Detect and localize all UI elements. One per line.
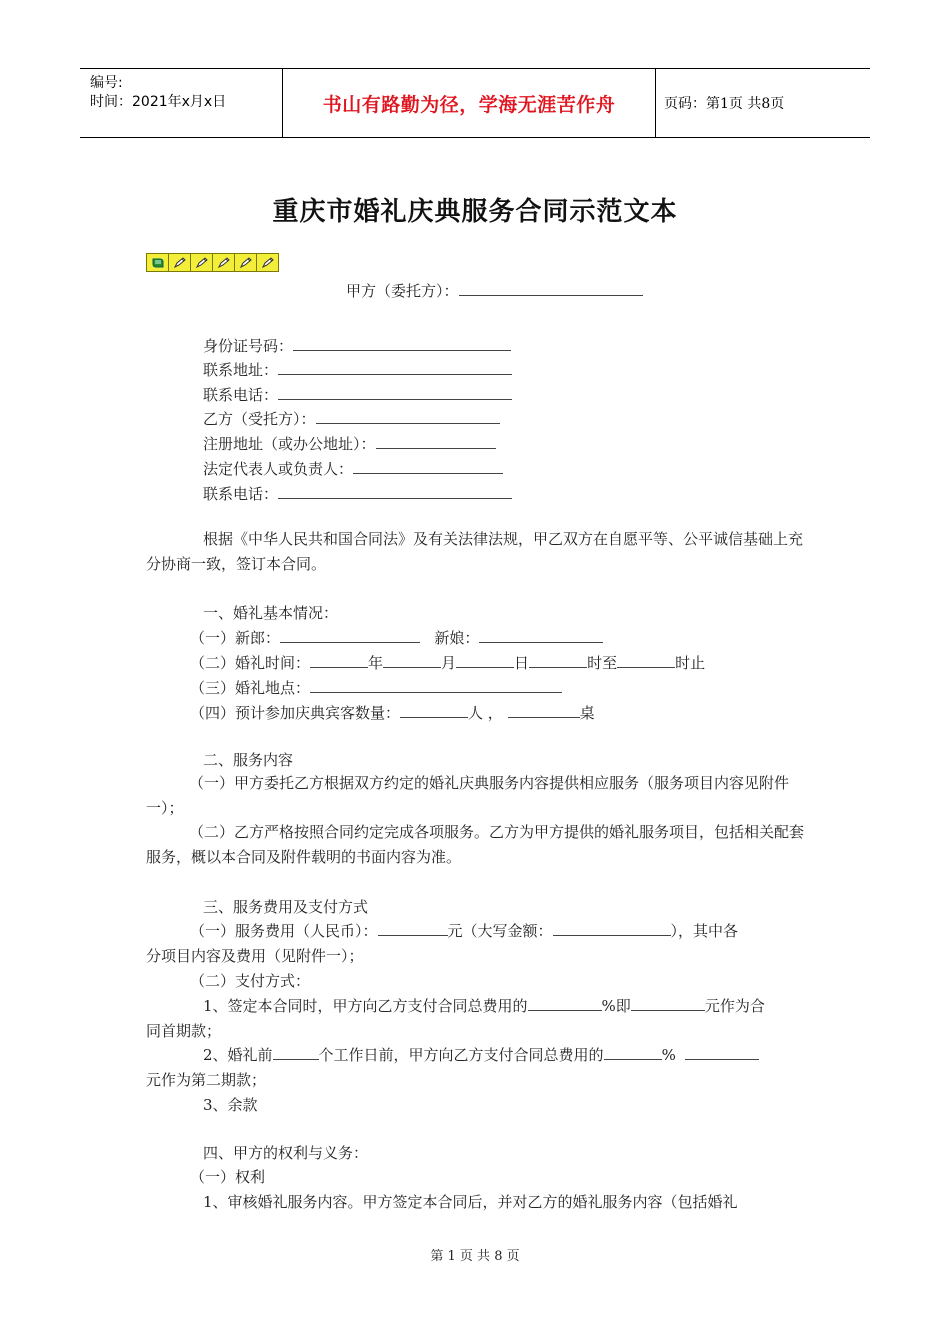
party-b-label: 乙方（受托方）： [203, 410, 316, 428]
year-blank[interactable] [310, 653, 368, 668]
payment-1-tail: 元作为合 [704, 997, 765, 1015]
tables-label: 桌 [579, 704, 595, 722]
icon-strip [146, 253, 278, 272]
phone-line [203, 384, 512, 405]
month-blank[interactable] [383, 653, 441, 668]
section2-heading: 二、服务内容 [203, 751, 294, 769]
party-b-blank[interactable] [316, 409, 500, 424]
phone-label: 联系电话： [203, 386, 279, 404]
pencil-icon[interactable] [190, 253, 213, 272]
reg-address-label: 注册地址（或办公地址）： [203, 435, 376, 453]
payment-method-heading: （二）支付方式： [190, 972, 311, 990]
section2-paragraph-2: （二）乙方严格按照合同约定完成各项服务。乙方为甲方提供的婚礼服务项目，包括相关配套服务，概以本合同及附件载明的书面内容为准。 [146, 823, 805, 866]
address-label: 联系地址： [203, 361, 279, 379]
legal-rep-line [203, 458, 503, 479]
payment-1-amount-blank[interactable] [631, 996, 705, 1011]
rights-item-1: 1、审核婚礼服务内容。甲方签定本合同后，并对乙方的婚礼服务内容（包括婚礼 [203, 1193, 738, 1211]
phone2-blank[interactable] [278, 484, 512, 499]
wedding-place-label: （三）婚礼地点： [190, 679, 311, 697]
reg-address-line [203, 433, 496, 454]
payment-1-percent-label: %即 [601, 997, 631, 1015]
payment-item-1 [203, 995, 765, 1016]
rights-heading: （一）权利 [190, 1168, 266, 1186]
party-a-blank[interactable] [459, 281, 643, 296]
intro-paragraph: 根据《中华人民共和国合同法》及有关法律法规，甲乙双方在自愿平等、公平诚信基础上充分协商一致，签订本合同。 [146, 530, 804, 573]
section3-heading: 三、服务费用及支付方式 [203, 898, 369, 916]
bride-label: 新娘： [434, 629, 480, 647]
party-a-line [346, 280, 643, 301]
payment-2-days-blank[interactable] [273, 1045, 319, 1060]
fee-upper-label: 元（大写金额： [447, 922, 553, 940]
fee-upper-blank[interactable] [553, 921, 671, 936]
groom-bride-line [190, 627, 603, 648]
day-label: 日 [514, 654, 530, 672]
legal-rep-label: 法定代表人或负责人： [203, 460, 354, 478]
section1-heading: 一、婚礼基本情况： [203, 604, 339, 622]
legal-rep-blank[interactable] [353, 459, 503, 474]
id-number-blank[interactable] [293, 336, 511, 351]
header-motto-cell [283, 69, 656, 137]
address-line [203, 359, 512, 380]
payment-1-percent-blank[interactable] [528, 996, 602, 1011]
payment-2-mid: 个工作日前，甲方向乙方支付合同总费用的 [318, 1046, 604, 1064]
id-number-line [203, 335, 511, 356]
hour-from-label: 时至 [587, 654, 618, 672]
pencil-icon[interactable] [168, 253, 191, 272]
groom-blank[interactable] [280, 628, 420, 643]
day-blank[interactable] [456, 653, 514, 668]
fee-label: （一）服务费用（人民币）： [190, 922, 378, 940]
header-meta-cell [80, 69, 283, 137]
hour-to-label: 时止 [675, 654, 706, 672]
pencil-icon[interactable] [256, 253, 279, 272]
payment-item-1-line2: 同首期款； [146, 1022, 222, 1040]
pencil-icon[interactable] [212, 253, 235, 272]
document-title: 重庆市婚礼庆典服务合同示范文本 [272, 197, 678, 227]
hour-end-blank[interactable] [617, 653, 675, 668]
payment-1-label: 1、签定本合同时，甲方向乙方支付合同总费用的 [203, 997, 528, 1015]
payment-item-3: 3、余款 [203, 1096, 258, 1114]
page-footer: 第 1 页 共 8 页 [430, 1249, 520, 1264]
fee-amount-blank[interactable] [378, 921, 448, 936]
fee-line-2: 分项目内容及费用（见附件一）； [146, 947, 364, 965]
payment-2-percent-label: % [661, 1046, 676, 1064]
scroll-icon[interactable] [146, 253, 169, 272]
wedding-time-line [190, 652, 705, 673]
payment-2-amount-blank[interactable] [685, 1045, 759, 1060]
document-number-label: 编号: [90, 75, 123, 91]
payment-item-2-line2: 元作为第二期款； [146, 1071, 267, 1089]
reg-address-blank[interactable] [376, 434, 496, 449]
wedding-place-blank[interactable] [310, 678, 562, 693]
guest-count-label: （四）预计参加庆典宾客数量： [190, 704, 401, 722]
bride-blank[interactable] [479, 628, 603, 643]
hour-start-blank[interactable] [529, 653, 587, 668]
fee-line [190, 920, 738, 941]
payment-item-2 [203, 1044, 759, 1065]
section4-heading: 四、甲方的权利与义务： [203, 1144, 369, 1162]
wedding-time-label: （二）婚礼时间： [190, 654, 311, 672]
people-label: 人 ， [468, 704, 503, 722]
section2-paragraph-1: （一）甲方委托乙方根据双方约定的婚礼庆典服务内容提供相应服务（服务项目内容见附件一）； [146, 774, 790, 817]
page-header [80, 68, 870, 138]
month-label: 月 [441, 654, 457, 672]
party-b-line [203, 408, 500, 429]
people-blank[interactable] [400, 703, 468, 718]
header-page-cell [656, 69, 870, 137]
wedding-place-line [190, 677, 562, 698]
phone2-line [203, 483, 512, 504]
year-label: 年 [368, 654, 384, 672]
guest-count-line [190, 702, 595, 723]
motto-text: 书山有路勤为径，学海无涯苦作舟 [322, 93, 616, 116]
party-a-label: 甲方（委托方）： [346, 282, 459, 300]
address-blank[interactable] [278, 360, 512, 375]
payment-2-percent-blank[interactable] [604, 1045, 662, 1060]
document-time-label: 时间：2021年x月x日 [90, 94, 227, 110]
phone2-label: 联系电话： [203, 485, 279, 503]
groom-label: （一）新郎： [190, 629, 281, 647]
tables-blank[interactable] [508, 703, 580, 718]
fee-tail: ），其中各 [670, 922, 739, 940]
pencil-icon[interactable] [234, 253, 257, 272]
payment-2-label: 2、婚礼前 [203, 1046, 273, 1064]
id-number-label: 身份证号码： [203, 337, 294, 355]
phone-blank[interactable] [278, 385, 512, 400]
page-info: 页码：第1页 共8页 [664, 96, 785, 112]
